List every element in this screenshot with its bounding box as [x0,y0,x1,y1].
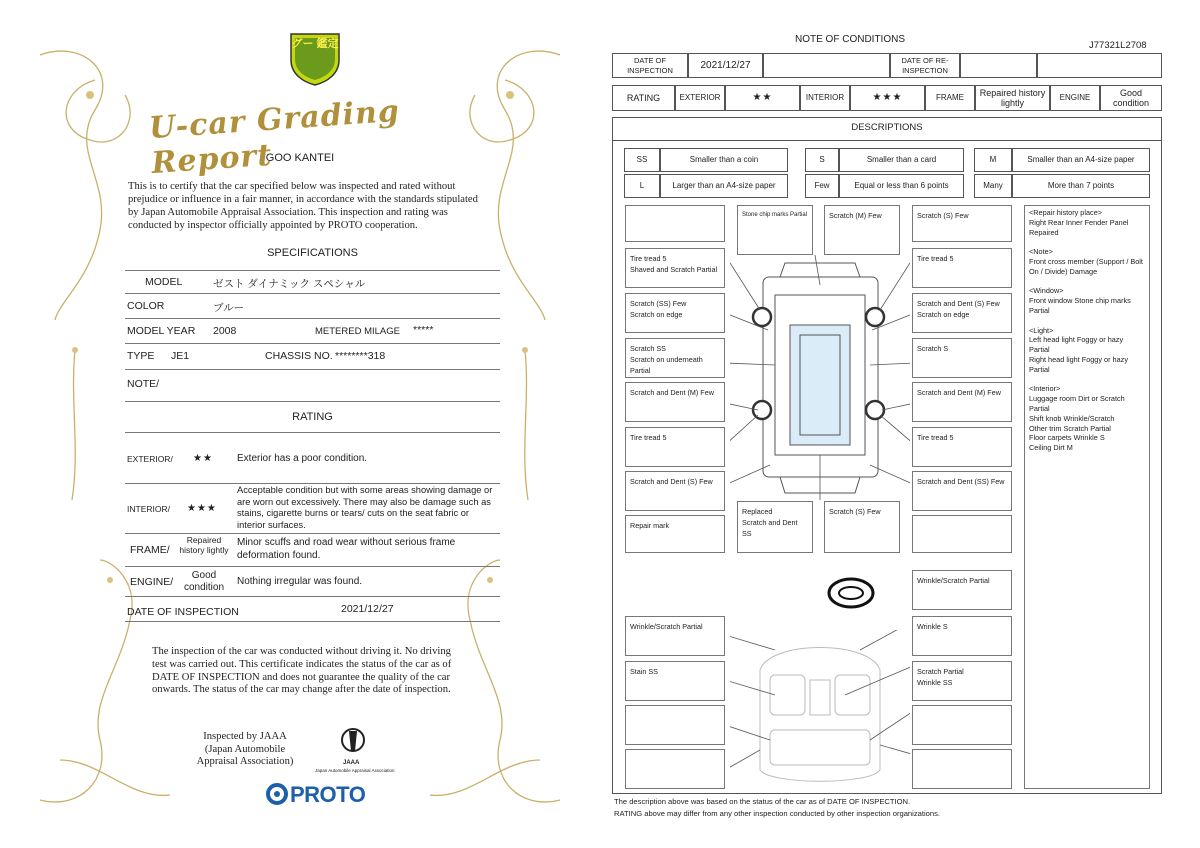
exterior-note-left-1 [625,205,725,242]
legend-code-many: Many [974,174,1012,198]
engine-desc: Nothing irregular was found. [237,576,363,587]
frame-value: Repaired history lightly [975,85,1050,111]
car-interior-diagram [730,630,910,790]
exterior-note-bottom-mid-2: Scratch (S) Few [824,501,900,553]
logo-text: グー 鑑定 [291,38,339,50]
model-row [125,270,500,294]
certificate-title: U-car Grading Report [147,93,401,182]
model-year-label: MODEL YEAR [127,325,196,337]
mileage-value: ***** [413,324,434,336]
note-label: NOTE/ [127,378,160,390]
type-row [125,344,500,370]
interior-desc: Acceptable condition but with some areas showing damage or are worn out excessively. There may also be damage such as stains, cigarette burns or tears/ cuts on the seat fabric or interior surfaces. [237,485,493,530]
date-inspection-label: DATE OF INSPECTION [612,53,688,78]
ribbon-top-right [497,51,560,320]
report-id: J77321L2708 [1089,40,1147,51]
frame-label: FRAME [925,85,975,111]
interior-stars: ★★★ [187,503,217,514]
heading-divider [612,140,1162,141]
interior-note-left-2: Stain SS [625,661,725,701]
exterior-note-bottom-mid-1: Replaced Scratch and Dent SS [737,501,813,553]
model-year-value: 2008 [213,325,237,337]
type-label: TYPE [127,350,155,362]
interior-note-right-3: Scratch Partial Wrinkle SS [912,661,1012,701]
interior-note-left-3 [625,705,725,745]
date-inspection-value: 2021/12/27 [688,53,763,78]
color-value: ブルー [213,302,245,314]
type-value: JE1 [171,350,190,362]
rating-heading: RATING [292,411,333,423]
legend-code-few: Few [805,174,839,198]
frame-desc: Minor scuffs and road wear without serious frame deformation found. [237,537,456,561]
exterior-note-right-2: Tire tread 5 [912,248,1012,288]
jaaa-label: JAAA [343,760,360,766]
frame-label: FRAME/ [130,544,170,556]
notes-panel: <Repair history place> Right Rear Inner Fender Panel Repaired <Note> Front cross member (Support / Bolt On / Divide) Damage <Window> Front window Stone chip marks Partial <Light> Left head light Foggy or hazy Partial Right head light Foggy or hazy Partial <Interior> Luggage room Dirt or Scratch Partial Shift knob Wrinkle/Scratch Other trim Scratch Partial Floor carpets Wrinkle S Ceiling Dirt M [1024,205,1150,789]
exterior-note-top-mid-1: Stone chip marks Partial [737,205,813,255]
interior-note-left-1: Wrinkle/Scratch Partial [625,616,725,656]
engine-value: Good condition [183,570,225,593]
exterior-desc: Exterior has a poor condition. [237,453,368,464]
exterior-note-right-5: Scratch and Dent (M) Few [912,382,1012,422]
model-label: MODEL [145,276,183,288]
legend-text-many: More than 7 points [1012,174,1150,198]
footer-line-2: RATING above may differ from any other inspection conducted by other inspection organizations. [614,809,941,818]
exterior-note-right-8 [912,515,1012,553]
proto-logo-icon [266,783,288,805]
interior-note-left-4 [625,749,725,789]
date-label: DATE OF INSPECTION [127,606,239,618]
interior-row [125,484,500,534]
frame-row [125,534,500,567]
interior-label: INTERIOR/ [127,504,170,514]
engine-label: ENGINE [1050,85,1100,111]
color-label: COLOR [127,300,165,312]
exterior-stars: ★★ [193,453,213,464]
report-title: NOTE OF CONDITIONS [795,34,905,45]
legend-code-ss: SS [624,148,660,172]
date-blank [763,53,890,78]
legend-text-l: Larger than an A4-size paper [660,174,788,198]
certify-statement: This is to certify that the car specified below was inspected and rated without prejudice or influence in a fair manner, in accordance with the standards stipulated by Japan Automobile Appraisal Association. This inspection and rating was conducted by inspector officially appointed by PROTO cooperation. [128,181,478,231]
interior-note-right-2: Wrinkle S [912,616,1012,656]
steering-wheel-icon [826,576,876,610]
legend-code-s: S [805,148,839,172]
reinspection-value-2 [1037,53,1162,78]
engine-row [125,567,500,597]
chassis-label: CHASSIS NO. [265,350,333,362]
mileage-label: METERED MILAGE [315,326,400,337]
model-year-row [125,319,500,344]
note-row [125,370,500,402]
color-row [125,294,500,319]
engine-label: ENGINE/ [130,576,174,588]
disclaimer-text: The inspection of the car was conducted without driving it. No driving test was carried out. This certificate indicates the status of the car as of DATE OF INSPECTION and does not guarantee the quality of the car onwards. The status of the car may change after the date of inspection. [152,646,452,696]
exterior-note-right-7: Scratch and Dent (SS) Few [912,471,1012,511]
legend-text-m: Smaller than an A4-size paper [1012,148,1150,172]
car-exterior-diagram [730,255,910,500]
model-value: ゼスト ダイナミック スペシャル [213,278,366,290]
exterior-note-left-8: Repair mark [625,515,725,553]
descriptions-heading: DESCRIPTIONS [851,122,923,133]
exterior-note-left-2: Tire tread 5 Shaved and Scratch Partial [625,248,725,288]
jaaa-emblem-icon [340,725,366,761]
interior-note-right-1: Wrinkle/Scratch Partial [912,570,1012,610]
exterior-note-left-4: Scratch SS Scratch on underneath Partial [625,338,725,378]
exterior-label: EXTERIOR [675,85,725,111]
date-reinspection-label: DATE OF RE-INSPECTION [890,53,960,78]
reinspection-value-1 [960,53,1037,78]
exterior-note-top-mid-2: Scratch (M) Few [824,205,900,255]
legend-text-ss: Smaller than a coin [660,148,788,172]
exterior-label: EXTERIOR/ [127,454,173,464]
exterior-note-left-7: Scratch and Dent (S) Few [625,471,725,511]
exterior-note-left-6: Tire tread 5 [625,427,725,467]
note-of-conditions [600,0,1200,848]
goo-kantei-logo [287,28,343,86]
exterior-row [125,432,500,484]
chassis-value: ********318 [335,350,386,362]
interior-note-right-4 [912,705,1012,745]
jaaa-full-name: Japan Automobile Appraisal Association [315,768,395,773]
ribbon-top-left [40,51,103,320]
date-value: 2021/12/27 [341,603,394,615]
legend-text-s: Smaller than a card [839,148,964,172]
exterior-note-right-6: Tire tread 5 [912,427,1012,467]
engine-value: Good condition [1100,85,1162,111]
interior-note-right-5 [912,749,1012,789]
certificate-subtitle: GOO KANTEI [265,152,335,164]
rating-label: RATING [612,85,675,111]
legend-code-m: M [974,148,1012,172]
exterior-note-right-1: Scratch (S) Few [912,205,1012,242]
exterior-note-left-5: Scratch and Dent (M) Few [625,382,725,422]
interior-stars: ★★★ [850,85,925,111]
exterior-note-right-3: Scratch and Dent (S) Few Scratch on edge [912,293,1012,333]
exterior-note-right-4: Scratch S [912,338,1012,378]
interior-label: INTERIOR [800,85,850,111]
legend-code-l: L [624,174,660,198]
specifications-heading: SPECIFICATIONS [267,247,358,259]
proto-logo-text: PROTO [290,782,366,807]
footer-line-1: The description above was based on the status of the car as of DATE OF INSPECTION. [614,797,911,806]
legend-text-few: Equal or less than 6 points [839,174,964,198]
date-row [125,597,500,622]
inspected-by: Inspected by JAAA (Japan Automobile Appraisal Association) [196,731,294,768]
exterior-note-left-3: Scratch (SS) Few Scratch on edge [625,293,725,333]
exterior-stars: ★★ [725,85,800,111]
frame-value: Repaired history lightly [179,535,229,555]
